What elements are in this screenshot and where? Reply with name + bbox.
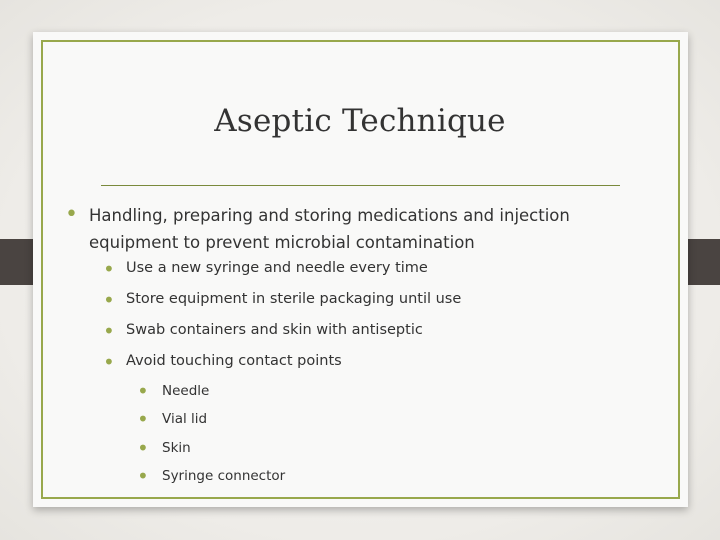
contact-point-text: Syringe connector	[162, 468, 286, 484]
bullet-dot-icon: •	[137, 436, 149, 460]
bullet-dot-icon: •	[103, 288, 115, 312]
main-bullet	[65, 202, 570, 256]
contact-point-text: Vial lid	[162, 411, 208, 427]
main-bullet-line1: Handling, preparing and storing medications and injection	[89, 206, 570, 225]
sub-bullet	[103, 319, 423, 343]
sub-bullet	[103, 288, 462, 312]
bullet-dot-icon: •	[137, 407, 149, 431]
sub-bullet	[103, 350, 342, 374]
contact-point-item	[137, 379, 210, 403]
contact-point-item	[137, 407, 208, 431]
sub-bullet	[103, 257, 428, 281]
bullet-dot-icon: •	[137, 464, 149, 488]
contact-point-item	[137, 464, 286, 488]
contact-point-text: Skin	[162, 440, 191, 456]
bullet-dot-icon: •	[137, 379, 149, 403]
bullet-dot-icon: •	[103, 257, 115, 281]
contact-point-item	[137, 436, 191, 460]
bullet-dot-icon: •	[65, 202, 78, 227]
bullet-dot-icon: •	[103, 319, 115, 343]
sub-bullet-text: Store equipment in sterile packaging until use	[126, 291, 462, 307]
sub-bullet-text: Swab containers and skin with antiseptic	[126, 322, 423, 338]
sub-bullet-text: Use a new syringe and needle every time	[126, 260, 428, 276]
main-bullet-line2: equipment to prevent microbial contamination	[89, 233, 475, 252]
slide-title: Aseptic Technique	[214, 103, 506, 139]
contact-point-text: Needle	[162, 383, 210, 399]
bullet-dot-icon: •	[103, 350, 115, 374]
sub-bullet-text: Avoid touching contact points	[126, 353, 342, 369]
